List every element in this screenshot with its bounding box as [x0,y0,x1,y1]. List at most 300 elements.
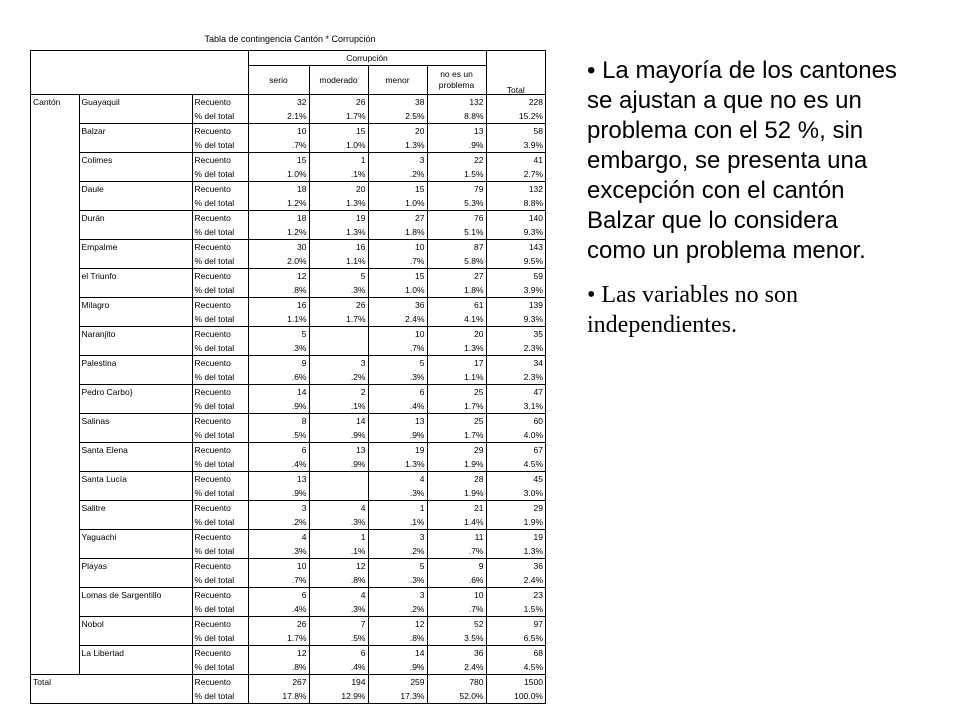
table-cell: 15 [368,182,427,197]
table-row [31,515,545,530]
table-cell: 3.0% [486,486,545,501]
table-cell: 13 [427,124,486,139]
table-cell: 6 [309,646,368,661]
table-cell: 29 [427,443,486,458]
column-header: Total [486,66,545,95]
canton-name [79,573,192,588]
canton-name [79,283,192,298]
table-cell: 1.7% [427,399,486,414]
header-row-columns [31,66,545,95]
table-row [31,370,545,385]
total-label [31,689,79,703]
stat-label: % del total [192,428,248,443]
table-row [31,501,545,516]
table-cell: 79 [427,182,486,197]
stat-label: Recuento [192,443,248,458]
canton-name [79,312,192,327]
table-cell: 26 [309,95,368,110]
column-group-header: Corrupción [248,51,486,66]
table-cell: 1.4% [427,515,486,530]
stat-label: Recuento [192,530,248,545]
table-cell: 1.3% [486,544,545,559]
row-variable-spacer [31,631,79,646]
table-cell: 5.1% [427,225,486,240]
table-cell: .3% [368,573,427,588]
table-cell: 23 [486,588,545,603]
table-cell: 20 [368,124,427,139]
canton-name [79,167,192,182]
stat-label: % del total [192,457,248,472]
table-cell: 2.1% [248,109,309,124]
table-cell: 36 [427,646,486,661]
table-cell: 59 [486,269,545,284]
stat-label: % del total [192,312,248,327]
row-variable-spacer [31,196,79,211]
table-cell: 8 [248,414,309,429]
row-variable-spacer [31,254,79,269]
table-cell: 14 [309,414,368,429]
stat-label: Recuento [192,559,248,574]
table-cell: .1% [309,399,368,414]
stat-label: % del total [192,370,248,385]
row-variable-spacer [31,138,79,153]
table-cell: 12 [368,617,427,632]
table-cell: 5 [368,559,427,574]
table-cell: 1.1% [427,370,486,385]
row-variable-spacer [31,109,79,124]
table-cell: 58 [486,124,545,139]
table-cell: 1.9% [427,457,486,472]
table-cell: 9.3% [486,312,545,327]
stat-label: % del total [192,660,248,675]
table-cell: 3.9% [486,138,545,153]
table-cell: .3% [309,283,368,298]
table-cell: 9.3% [486,225,545,240]
stat-label: Recuento [192,269,248,284]
table-cell: .9% [309,428,368,443]
table-row [31,573,545,588]
table-cell [309,341,368,356]
table-cell: 6 [368,385,427,400]
column-header: menor [368,66,427,95]
table-cell: 45 [486,472,545,487]
table-row [31,399,545,414]
table-cell: 1.8% [368,225,427,240]
row-variable-spacer [31,472,79,487]
table-row [31,588,545,603]
table-cell: 4.1% [427,312,486,327]
table-cell: 26 [309,298,368,313]
table-cell: 29 [486,501,545,516]
table-cell: 267 [248,675,309,690]
table-cell: 13 [248,472,309,487]
table-row [31,225,545,240]
canton-name: Playas [79,559,192,574]
table-cell: 10 [248,559,309,574]
table-cell: 27 [368,211,427,226]
canton-name: La Libertad [79,646,192,661]
table-cell: .6% [427,573,486,588]
table-cell [309,472,368,487]
canton-name [79,457,192,472]
table-cell: .9% [248,486,309,501]
table-cell: .3% [368,486,427,501]
table-row [31,675,545,690]
table-row [31,631,545,646]
table-cell: 36 [368,298,427,313]
table-cell: 7 [309,617,368,632]
table-cell: 8.8% [427,109,486,124]
table-cell: .7% [427,544,486,559]
table-cell: 1.7% [427,428,486,443]
table-cell: 10 [368,327,427,342]
table-cell: 17.8% [248,689,309,703]
table-cell: 18 [248,211,309,226]
table-cell: 5 [368,356,427,371]
canton-name [79,486,192,501]
table-cell: 20 [427,327,486,342]
row-variable-spacer [31,356,79,371]
table-cell: 1.2% [248,196,309,211]
row-variable-spacer [31,486,79,501]
stat-label: Recuento [192,182,248,197]
table-cell: 3 [368,588,427,603]
canton-name: Santa Elena [79,443,192,458]
table-cell: .4% [368,399,427,414]
table-cell: 20 [309,182,368,197]
table-cell: 41 [486,153,545,168]
table-cell: .8% [248,283,309,298]
table-cell: 18 [248,182,309,197]
table-cell: 4.5% [486,660,545,675]
table-cell: 1 [368,501,427,516]
table-row [31,428,545,443]
row-variable-label: Cantón [31,95,79,110]
table-cell: .9% [248,399,309,414]
table-cell: 2 [309,385,368,400]
row-variable-spacer [31,457,79,472]
table-cell: .3% [248,341,309,356]
table-cell: 3 [368,530,427,545]
stat-label: % del total [192,544,248,559]
canton-name [79,428,192,443]
total-spacer [79,675,192,690]
stat-label: % del total [192,399,248,414]
table-row [31,341,545,356]
canton-name [79,196,192,211]
table-row [31,95,545,110]
table-cell: 3 [368,153,427,168]
row-variable-spacer [31,530,79,545]
stat-label: % del total [192,515,248,530]
table-cell: 32 [248,95,309,110]
column-header: no es un problema [427,66,486,95]
table-cell: 132 [486,182,545,197]
table-cell: 6 [248,588,309,603]
table-row [31,167,545,182]
row-variable-spacer [31,646,79,661]
table-row [31,240,545,255]
table-cell: 1.3% [427,341,486,356]
table-cell: 143 [486,240,545,255]
table-cell: 12.9% [309,689,368,703]
table-cell [309,327,368,342]
canton-name: Nobol [79,617,192,632]
canton-name: Pedro Carbo} [79,385,192,400]
canton-name: Colimes [79,153,192,168]
row-variable-spacer [31,370,79,385]
row-variable-spacer [31,602,79,617]
table-cell: 4 [309,501,368,516]
stat-label: % del total [192,196,248,211]
row-variable-spacer [31,182,79,197]
table-row [31,312,545,327]
row-variable-spacer [31,617,79,632]
canton-name [79,399,192,414]
stat-label: Recuento [192,414,248,429]
row-variable-spacer [31,312,79,327]
row-variable-spacer [31,573,79,588]
table-cell: .4% [248,602,309,617]
table-row [31,327,545,342]
table-cell: 140 [486,211,545,226]
table-cell: 25 [427,414,486,429]
table-cell: .2% [368,602,427,617]
table-cell: 1 [309,530,368,545]
canton-name: Balzar [79,124,192,139]
table-cell: 15 [309,124,368,139]
table-cell: .2% [368,544,427,559]
table-cell: 25 [427,385,486,400]
table-cell: .1% [309,544,368,559]
canton-name: Palestina [79,356,192,371]
row-variable-spacer [31,327,79,342]
table-cell: 10 [248,124,309,139]
stat-label: Recuento [192,646,248,661]
stat-label: % del total [192,573,248,588]
table-cell: 132 [427,95,486,110]
table-cell: 15 [248,153,309,168]
table-cell: 10 [427,588,486,603]
table-cell: 2.3% [486,370,545,385]
table-cell: 9 [248,356,309,371]
stat-label: Recuento [192,124,248,139]
table-cell: 8.8% [486,196,545,211]
table-cell: .9% [427,138,486,153]
table-cell: .2% [248,515,309,530]
table-row [31,138,545,153]
table-cell: 4.0% [486,428,545,443]
table-row [31,530,545,545]
table-cell: 1.7% [248,631,309,646]
table-cell: 1500 [486,675,545,690]
table-row [31,617,545,632]
stat-label: Recuento [192,95,248,110]
table-row [31,602,545,617]
table-row [31,182,545,197]
stat-label: % del total [192,138,248,153]
table-row [31,486,545,501]
row-variable-spacer [31,240,79,255]
table-row [31,457,545,472]
table-cell: .7% [427,602,486,617]
table-cell: 61 [427,298,486,313]
table-cell: 4 [309,588,368,603]
canton-name [79,341,192,356]
canton-name [79,225,192,240]
table-cell: 3.9% [486,283,545,298]
table-cell: 1.3% [368,138,427,153]
table-cell: 4 [368,472,427,487]
bullet-list [587,56,897,340]
row-variable-spacer [31,211,79,226]
table-cell: 19 [368,443,427,458]
canton-name: el Triunfo [79,269,192,284]
table-row [31,544,545,559]
stat-label: % del total [192,631,248,646]
stat-label: % del total [192,167,248,182]
table-cell: 5 [248,327,309,342]
table-cell: .1% [368,515,427,530]
table-cell: 1.1% [248,312,309,327]
table-cell: 1.3% [309,196,368,211]
table-cell: 16 [309,240,368,255]
table-cell: 9 [427,559,486,574]
stat-label: Recuento [192,588,248,603]
table-cell: 5 [309,269,368,284]
table-cell: 12 [248,269,309,284]
table-cell: 10 [368,240,427,255]
table-cell: 1.0% [309,138,368,153]
table-cell: .9% [309,457,368,472]
table-cell: 28 [427,472,486,487]
stat-label: Recuento [192,675,248,690]
table-cell: 16 [248,298,309,313]
table-cell: 21 [427,501,486,516]
canton-name: Guayaquil [79,95,192,110]
row-variable-spacer [31,269,79,284]
table-cell: 60 [486,414,545,429]
table-cell: 13 [368,414,427,429]
table-cell: .5% [309,631,368,646]
bullet-text: Las variables no son independientes. [587,282,799,338]
table-cell: 19 [486,530,545,545]
table-cell: 780 [427,675,486,690]
table-cell: 194 [309,675,368,690]
table-cell: 1.0% [368,283,427,298]
canton-name: Naranjito [79,327,192,342]
table-cell: 22 [427,153,486,168]
stat-label: % del total [192,109,248,124]
table-row [31,559,545,574]
canton-name: Santa Lucía [79,472,192,487]
row-variable-spacer [31,559,79,574]
table-cell: 4 [248,530,309,545]
bullet-item [587,280,897,340]
stat-label: % del total [192,486,248,501]
canton-name [79,138,192,153]
canton-name [79,254,192,269]
table-row [31,298,545,313]
table-cell: .6% [248,370,309,385]
row-variable-spacer [31,167,79,182]
table-row [31,109,545,124]
table-row [31,254,545,269]
stat-label: Recuento [192,501,248,516]
canton-name [79,602,192,617]
table-cell: 4.5% [486,457,545,472]
table-cell: 17.3% [368,689,427,703]
table-cell: 139 [486,298,545,313]
table-cell: 2.4% [427,660,486,675]
table-cell: 27 [427,269,486,284]
table-cell [309,486,368,501]
row-variable-spacer [31,443,79,458]
table-row [31,646,545,661]
table-cell: 3 [248,501,309,516]
table-cell: 3 [309,356,368,371]
table-row [31,283,545,298]
table-cell: 228 [486,95,545,110]
row-variable-spacer [31,341,79,356]
table-cell: 52.0% [427,689,486,703]
table-cell: 97 [486,617,545,632]
table-cell: 2.4% [486,573,545,588]
stat-label: Recuento [192,617,248,632]
column-header: moderado [309,66,368,95]
table-cell: 19 [309,211,368,226]
canton-name: Salitre [79,501,192,516]
row-variable-spacer [31,283,79,298]
table-cell: .3% [309,602,368,617]
table-cell: .4% [248,457,309,472]
table-cell: 2.0% [248,254,309,269]
stat-label: Recuento [192,385,248,400]
table-row [31,356,545,371]
table-cell: .7% [248,138,309,153]
bullet-text: La mayoría de los cantones se ajustan a que no es un problema con el 52 %, sin embargo, se presenta una excepción con el cantón Balzar que lo considera como un problema menor. [587,57,897,264]
table-cell: 1.8% [427,283,486,298]
table-cell: 1.9% [486,515,545,530]
table-row [31,443,545,458]
table-cell: .9% [368,660,427,675]
canton-name [79,370,192,385]
table-cell: 1.0% [248,167,309,182]
table-cell: .3% [309,515,368,530]
table-cell: .3% [368,370,427,385]
table-cell: 14 [248,385,309,400]
table-cell: 15.2% [486,109,545,124]
table-cell: 11 [427,530,486,545]
table-cell: .7% [368,254,427,269]
canton-name: Lomas de Sargentillo [79,588,192,603]
canton-name [79,515,192,530]
table-cell: 34 [486,356,545,371]
table-row [31,414,545,429]
row-variable-spacer [31,225,79,240]
table-cell: .7% [368,341,427,356]
stat-label: % del total [192,689,248,703]
table-cell: 76 [427,211,486,226]
bullet-item [587,56,897,266]
table-cell: 2.7% [486,167,545,182]
table-cell: .1% [309,167,368,182]
table-cell: 259 [368,675,427,690]
table-cell: 2.3% [486,341,545,356]
total-spacer [79,689,192,703]
row-variable-spacer [31,515,79,530]
stat-label: % del total [192,254,248,269]
